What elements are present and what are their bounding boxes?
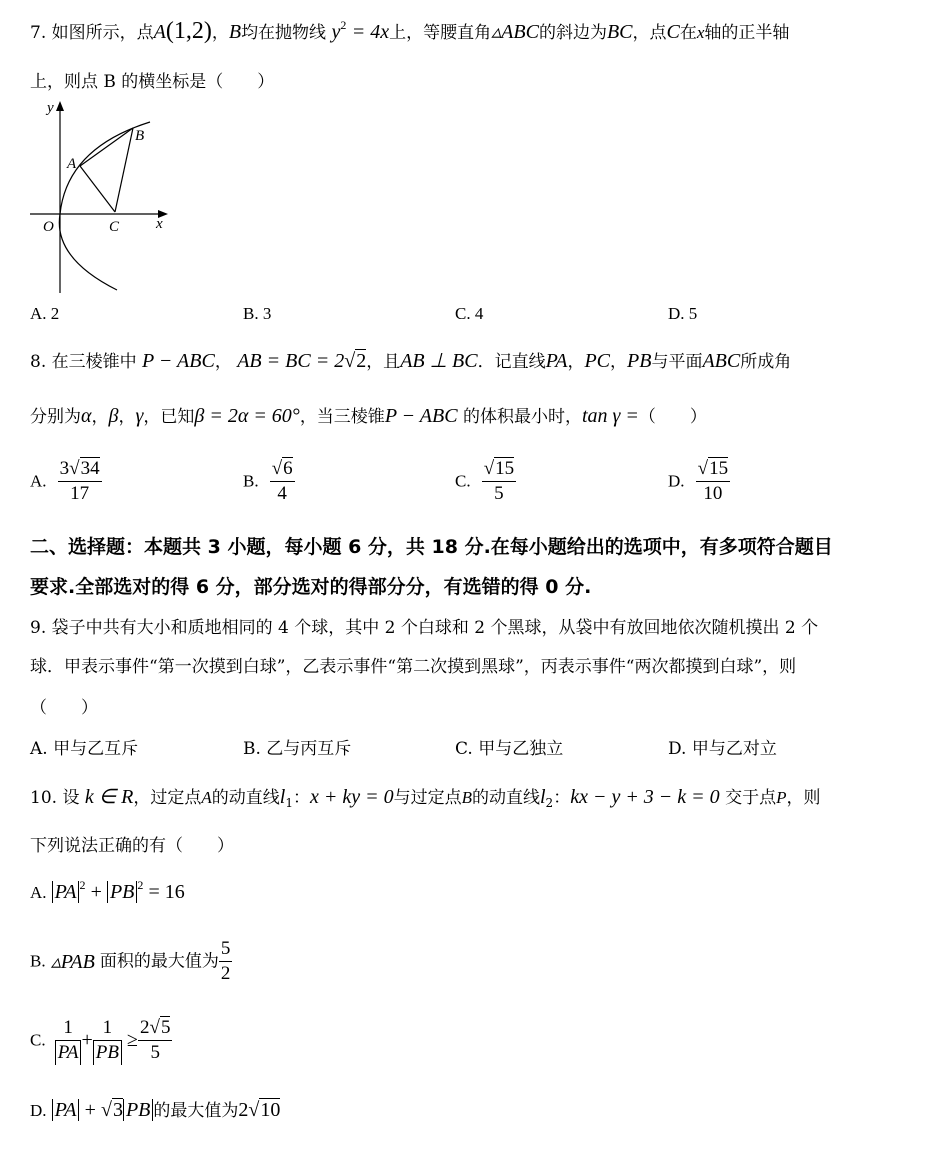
parabola-rhs: = 4x (351, 21, 390, 43)
q8-option-b (243, 457, 295, 506)
denominator: 2 (220, 963, 231, 984)
point-a: A (201, 788, 212, 807)
fig-label-x: x (156, 216, 163, 232)
geq: ≥ (127, 1029, 139, 1051)
q10-option-d: D. PA + √3 PB 的最大值为2√10 (30, 1099, 281, 1121)
q8-text: 的体积最小时， (462, 407, 582, 427)
q8-option-a (30, 457, 102, 506)
q8-number: 8. (30, 352, 47, 372)
triangle-abc: ▵ABC (491, 21, 539, 43)
plus: + (84, 1099, 96, 1121)
segment-ab (80, 128, 133, 166)
q10-text: 与过定点 (393, 788, 462, 808)
y-axis-arrow (56, 101, 64, 111)
option-label: C. (30, 1030, 46, 1050)
q8-text: 与平面 (651, 352, 703, 372)
q10-text: 的动直线 (471, 788, 540, 808)
equation-l1: x + ky = 0 (309, 786, 394, 808)
power: 2 (79, 878, 86, 892)
angle-condition: β = 2α = 60° (194, 405, 300, 427)
power: 2 (137, 878, 144, 892)
section-heading-line2: 要求.全部选对的得 6 分，部分选对的得部分分，有选错的得 0 分. (30, 576, 592, 598)
option-label: C. (455, 471, 471, 491)
q7-text: 如图所示，点 (51, 23, 154, 43)
q10-text: ，则 (786, 788, 821, 808)
q10-text: ： (553, 788, 571, 808)
beta: β (108, 405, 119, 427)
numerator: 2√5 (138, 1016, 172, 1041)
q9-line3: （ ） (30, 698, 98, 718)
q8-option-c (455, 457, 516, 506)
q7-text: ， (211, 23, 229, 43)
fraction (270, 457, 295, 506)
q10-text: 设 (62, 788, 80, 808)
numerator: 1 (55, 1016, 82, 1041)
triangle-pab: ▵PAB (50, 951, 95, 973)
line-l2: l (539, 786, 546, 808)
q7-option-d: D. 5 (668, 304, 698, 323)
option-label: D. (30, 1101, 47, 1120)
coefficient: 2 (140, 1017, 150, 1038)
denominator: 10 (703, 483, 723, 504)
q7-number: 7. (30, 23, 47, 43)
parabola-y: y (331, 21, 341, 43)
denominator: 4 (277, 483, 287, 504)
radicand: 34 (80, 458, 100, 479)
fraction (58, 457, 102, 506)
fraction (482, 457, 516, 506)
numerator: 3√34 (58, 457, 102, 482)
k-in-r: k ∈ R (84, 786, 134, 808)
equation-l2: kx − y + 3 − k = 0 (570, 786, 720, 808)
sqrt-2: √2 (344, 350, 367, 372)
fig-label-b: B (135, 128, 145, 144)
section-heading-line1: 二、选择题：本题共 3 小题，每小题 6 分，共 18 分.在每小题给出的选项中，有多项符合题目 (30, 536, 833, 558)
denominator: PB (93, 1041, 122, 1065)
q9-option-b: B. 乙与丙互斥 (243, 739, 352, 759)
abs-pa: PA (52, 881, 80, 903)
line-pc: PC (584, 350, 611, 372)
abs-pb: PB (107, 881, 137, 903)
q7-option-c: C. 4 (455, 304, 484, 323)
radicand: 10 (260, 1099, 281, 1121)
ab-bc: AB = BC = 2 (237, 350, 345, 372)
q8-text: ，当三棱锥 (299, 407, 385, 427)
coefficient: 3 (59, 458, 70, 479)
point-c: C (666, 21, 680, 43)
q7-text: 轴的正半轴 (704, 23, 790, 43)
line-pb: PB (627, 350, 652, 372)
point-b: B (228, 21, 242, 43)
point-a: A (153, 21, 166, 43)
q7-option-a: A. 2 (30, 304, 60, 323)
option-label: A. (30, 883, 47, 902)
q8-text: 在三棱锥中 (51, 352, 137, 372)
fraction (138, 1016, 172, 1065)
q10-text: 交于点 (725, 788, 777, 808)
denominator: 5 (494, 483, 504, 504)
point-p: P (776, 788, 787, 807)
numerator: √15 (696, 457, 730, 482)
perp: AB ⊥ BC (400, 350, 478, 372)
q10-option-a: A. PA $^2$ + PB $^2$ = 16 (30, 878, 185, 903)
subscript: 2 (545, 796, 554, 810)
q10-text: 的动直线 (211, 788, 280, 808)
denominator: PA (55, 1041, 82, 1065)
fraction (219, 937, 233, 986)
q8-text: ．记直线 (477, 352, 546, 372)
q7-text: ，点 (632, 23, 667, 43)
abs-pb: PB (123, 1099, 153, 1121)
q8-text: ， (118, 407, 136, 427)
rhs: = 16 (148, 881, 185, 903)
q9-line1: 9. 袋子中共有大小和质地相同的 4 个球，其中 2 个白球和 2 个黑球，从袋中有放回地依次随机摸出 2 个 (30, 618, 819, 638)
q8-text: 所成角 (740, 352, 792, 372)
q7-text: 均在抛物线 (241, 23, 327, 43)
fig-label-o: O (43, 219, 54, 235)
denominator: 17 (70, 483, 90, 504)
q10-text: ： (292, 788, 310, 808)
q10-line2: 下列说法正确的有（ ） (30, 836, 234, 856)
q8-text: ， (91, 407, 109, 427)
q9-option-c: C. 甲与乙独立 (455, 739, 564, 759)
fraction (55, 1016, 82, 1065)
tan-gamma: tan γ = (581, 405, 639, 427)
q7-line2: 上，则点 B 的横坐标是（ ） (30, 72, 275, 92)
denominator: 5 (150, 1042, 160, 1063)
q10-option-c: C. $\frac{1}{PA}$ + $\frac{1}{PB}$ ≥ $\frac{2√5}{5}$ (30, 1017, 171, 1063)
numerator: √15 (482, 457, 516, 482)
option-text: 面积的最大值为 (99, 951, 219, 972)
line-pa: PA (545, 350, 568, 372)
q8-line1 (30, 350, 791, 373)
numerator: 5 (219, 937, 233, 962)
option-label: A. (30, 471, 47, 491)
alpha: α (81, 405, 92, 427)
radicand: 6 (283, 458, 293, 479)
q7-text: 在 (679, 23, 697, 43)
option-label: B. (30, 951, 46, 971)
q9-line2: 球．甲表示事件“第一次摸到白球”，乙表示事件“第二次摸到黑球”，丙表示事件“两次都摸到白球”，则 (30, 657, 797, 677)
fig-label-a: A (67, 156, 77, 172)
pyramid: P − ABC (142, 350, 215, 372)
coord-a: (1,2) (165, 18, 212, 44)
numerator: 1 (93, 1016, 122, 1041)
q10-option-b (30, 937, 232, 986)
q8-line2 (30, 405, 707, 428)
q7-option-b: B. 3 (243, 304, 272, 323)
pyramid: P − ABC (384, 405, 458, 427)
gamma: γ (135, 405, 144, 427)
parabola-figure (25, 98, 175, 298)
segment-ac (80, 166, 115, 212)
fraction (696, 457, 730, 506)
hypotenuse: BC (606, 21, 633, 43)
parabola-curve (59, 122, 150, 290)
parabola-power: 2 (340, 18, 347, 32)
abs-pa: PA (52, 1099, 80, 1121)
x-var: x (696, 23, 705, 42)
q8-text: ，已知 (143, 407, 195, 427)
q8-text: ， (567, 352, 585, 372)
sqrt-radicand: 2 (356, 350, 367, 372)
q9-option-a: A. 甲与乙互斥 (30, 739, 139, 759)
fig-label-y: y (47, 100, 54, 116)
coefficient: 2 (238, 1099, 249, 1121)
radicand: 15 (495, 458, 515, 479)
q8-text: ，且 (366, 352, 401, 372)
q7-text: 上，等腰直角 (389, 23, 492, 43)
option-label: B. (243, 471, 259, 491)
q8-text: 分别为 (30, 407, 81, 427)
fraction (93, 1016, 122, 1065)
segment-bc (115, 128, 133, 212)
q7-text: 的斜边为 (538, 23, 607, 43)
option-label: D. (668, 471, 685, 491)
option-text: 的最大值为 (153, 1101, 239, 1121)
q8-text: ， (610, 352, 628, 372)
q8-text: ， (214, 352, 232, 372)
subscript: 1 (285, 796, 293, 810)
q10-number: 10. (30, 788, 58, 808)
line-l1: l (279, 786, 286, 808)
q10-text: ，过定点 (133, 788, 202, 808)
plane-abc: ABC (702, 350, 741, 372)
point-b: B (461, 788, 472, 807)
radicand: 5 (160, 1017, 171, 1038)
q8-paren: （ ） (638, 407, 707, 427)
q7-line1 (30, 20, 789, 45)
q9-option-d: D. 甲与乙对立 (668, 739, 777, 759)
numerator: √6 (270, 457, 295, 482)
q10-line1 (30, 786, 820, 810)
q8-option-d (668, 457, 730, 506)
fig-label-c: C (109, 219, 120, 235)
radicand: 15 (709, 458, 729, 479)
radicand: 3 (112, 1099, 123, 1121)
